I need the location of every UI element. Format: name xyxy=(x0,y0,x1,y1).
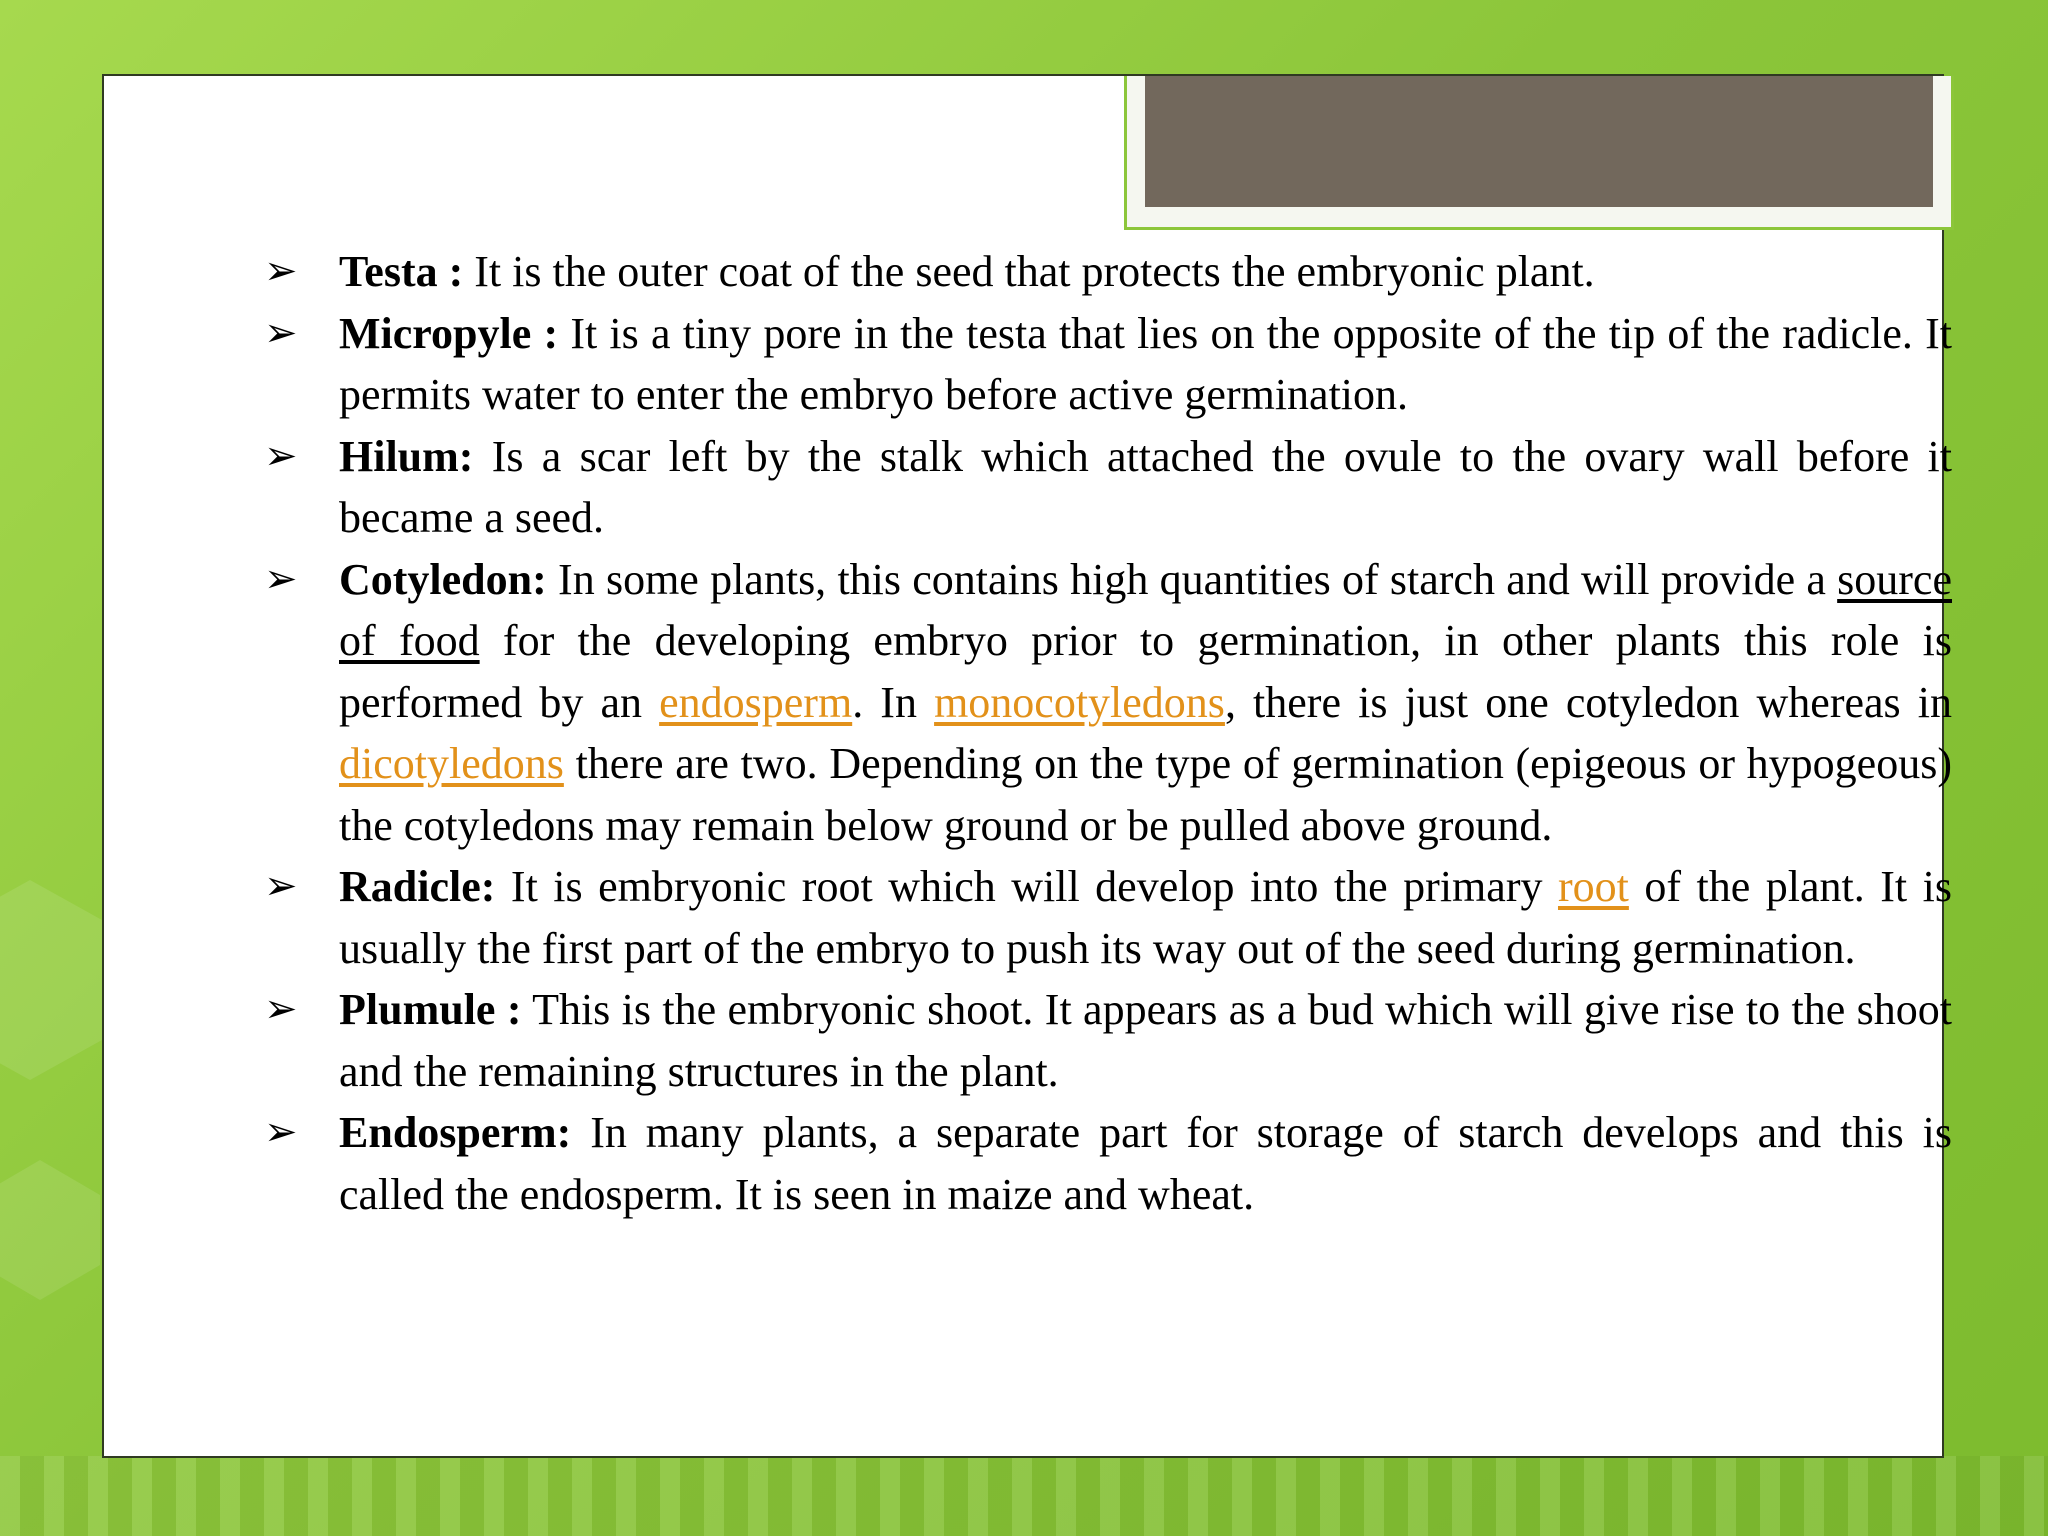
definition-text: This is the embryonic shoot. It appears as a bud which will give rise to the shoot and the remaining structures in the plant. xyxy=(339,985,1952,1096)
arrowhead-bullet-icon: ➢ xyxy=(264,555,298,602)
term-label: Cotyledon: xyxy=(339,554,547,604)
arrowhead-bullet-icon: ➢ xyxy=(264,986,298,1032)
arrowhead-bullet-icon: ➢ xyxy=(264,432,298,479)
definition-text: for the developing embryo prior to germination, in other plants this role is performed by an xyxy=(339,616,1952,727)
definition-text: It is the outer coat of the seed that protects the embryonic plant. xyxy=(463,247,1595,296)
definition-text: In many plants, a separate part for storage of starch develops and this is called the endosperm. It is seen in maize and wheat. xyxy=(339,1108,1952,1219)
list-item-plumule xyxy=(237,979,1952,1102)
term-label: Plumule : xyxy=(339,985,522,1034)
arrowhead-bullet-icon: ➢ xyxy=(264,248,298,294)
underlined-phrase: source of food xyxy=(339,554,1952,665)
slide-panel xyxy=(102,74,1953,1458)
definition-text: In some plants, this contains high quantities of starch and will provide a xyxy=(546,554,1838,604)
monocotyledons-link[interactable]: monocotyledons xyxy=(934,677,1225,727)
definition-text: of the plant. It is usually the first part of the embryo to push its way out of the seed during germination. xyxy=(339,862,1953,973)
background-stripes xyxy=(0,1456,2048,1536)
list-item-endosperm xyxy=(237,1102,1952,1225)
definition-text: It is embryonic root which will develop into the primary xyxy=(495,862,1558,911)
list-item-hilum xyxy=(237,426,1952,549)
title-placeholder xyxy=(1124,76,1954,230)
definition-text: It is a tiny pore in the testa that lies on the opposite of the tip of the radicle. It permits water to enter the embryo before active germination. xyxy=(339,308,1952,419)
list-item-radicle xyxy=(237,856,1952,979)
arrowhead-bullet-icon: ➢ xyxy=(264,309,298,356)
term-label: Testa : xyxy=(339,247,464,296)
definition-text: there are two. Depending on the type of germination (epigeous or hypogeous) the cotyledons may remain below ground or be pulled above ground. xyxy=(339,739,1952,850)
arrowhead-bullet-icon: ➢ xyxy=(264,1109,298,1155)
title-bar xyxy=(1145,76,1933,207)
list-item-testa xyxy=(237,241,1952,303)
bullet-list xyxy=(237,241,1952,1225)
term-label: Radicle: xyxy=(339,862,496,911)
term-label: Micropyle : xyxy=(339,308,559,358)
definition-text: Is a scar left by the stalk which attached the ovule to the ovary wall before it became a seed. xyxy=(339,431,1952,542)
arrowhead-bullet-icon: ➢ xyxy=(264,863,298,909)
term-label: Endosperm: xyxy=(339,1108,572,1157)
dicotyledons-link[interactable]: dicotyledons xyxy=(339,739,564,788)
endosperm-link[interactable]: endosperm xyxy=(659,677,853,727)
list-item-cotyledon xyxy=(237,549,1952,857)
definition-text: , there is just one cotyledon whereas in xyxy=(1224,677,1952,727)
list-item-micropyle xyxy=(237,303,1952,426)
term-label: Hilum: xyxy=(339,431,474,481)
root-link[interactable]: root xyxy=(1557,862,1629,911)
background-hexagon xyxy=(0,1160,100,1300)
definition-text: . In xyxy=(852,677,935,727)
